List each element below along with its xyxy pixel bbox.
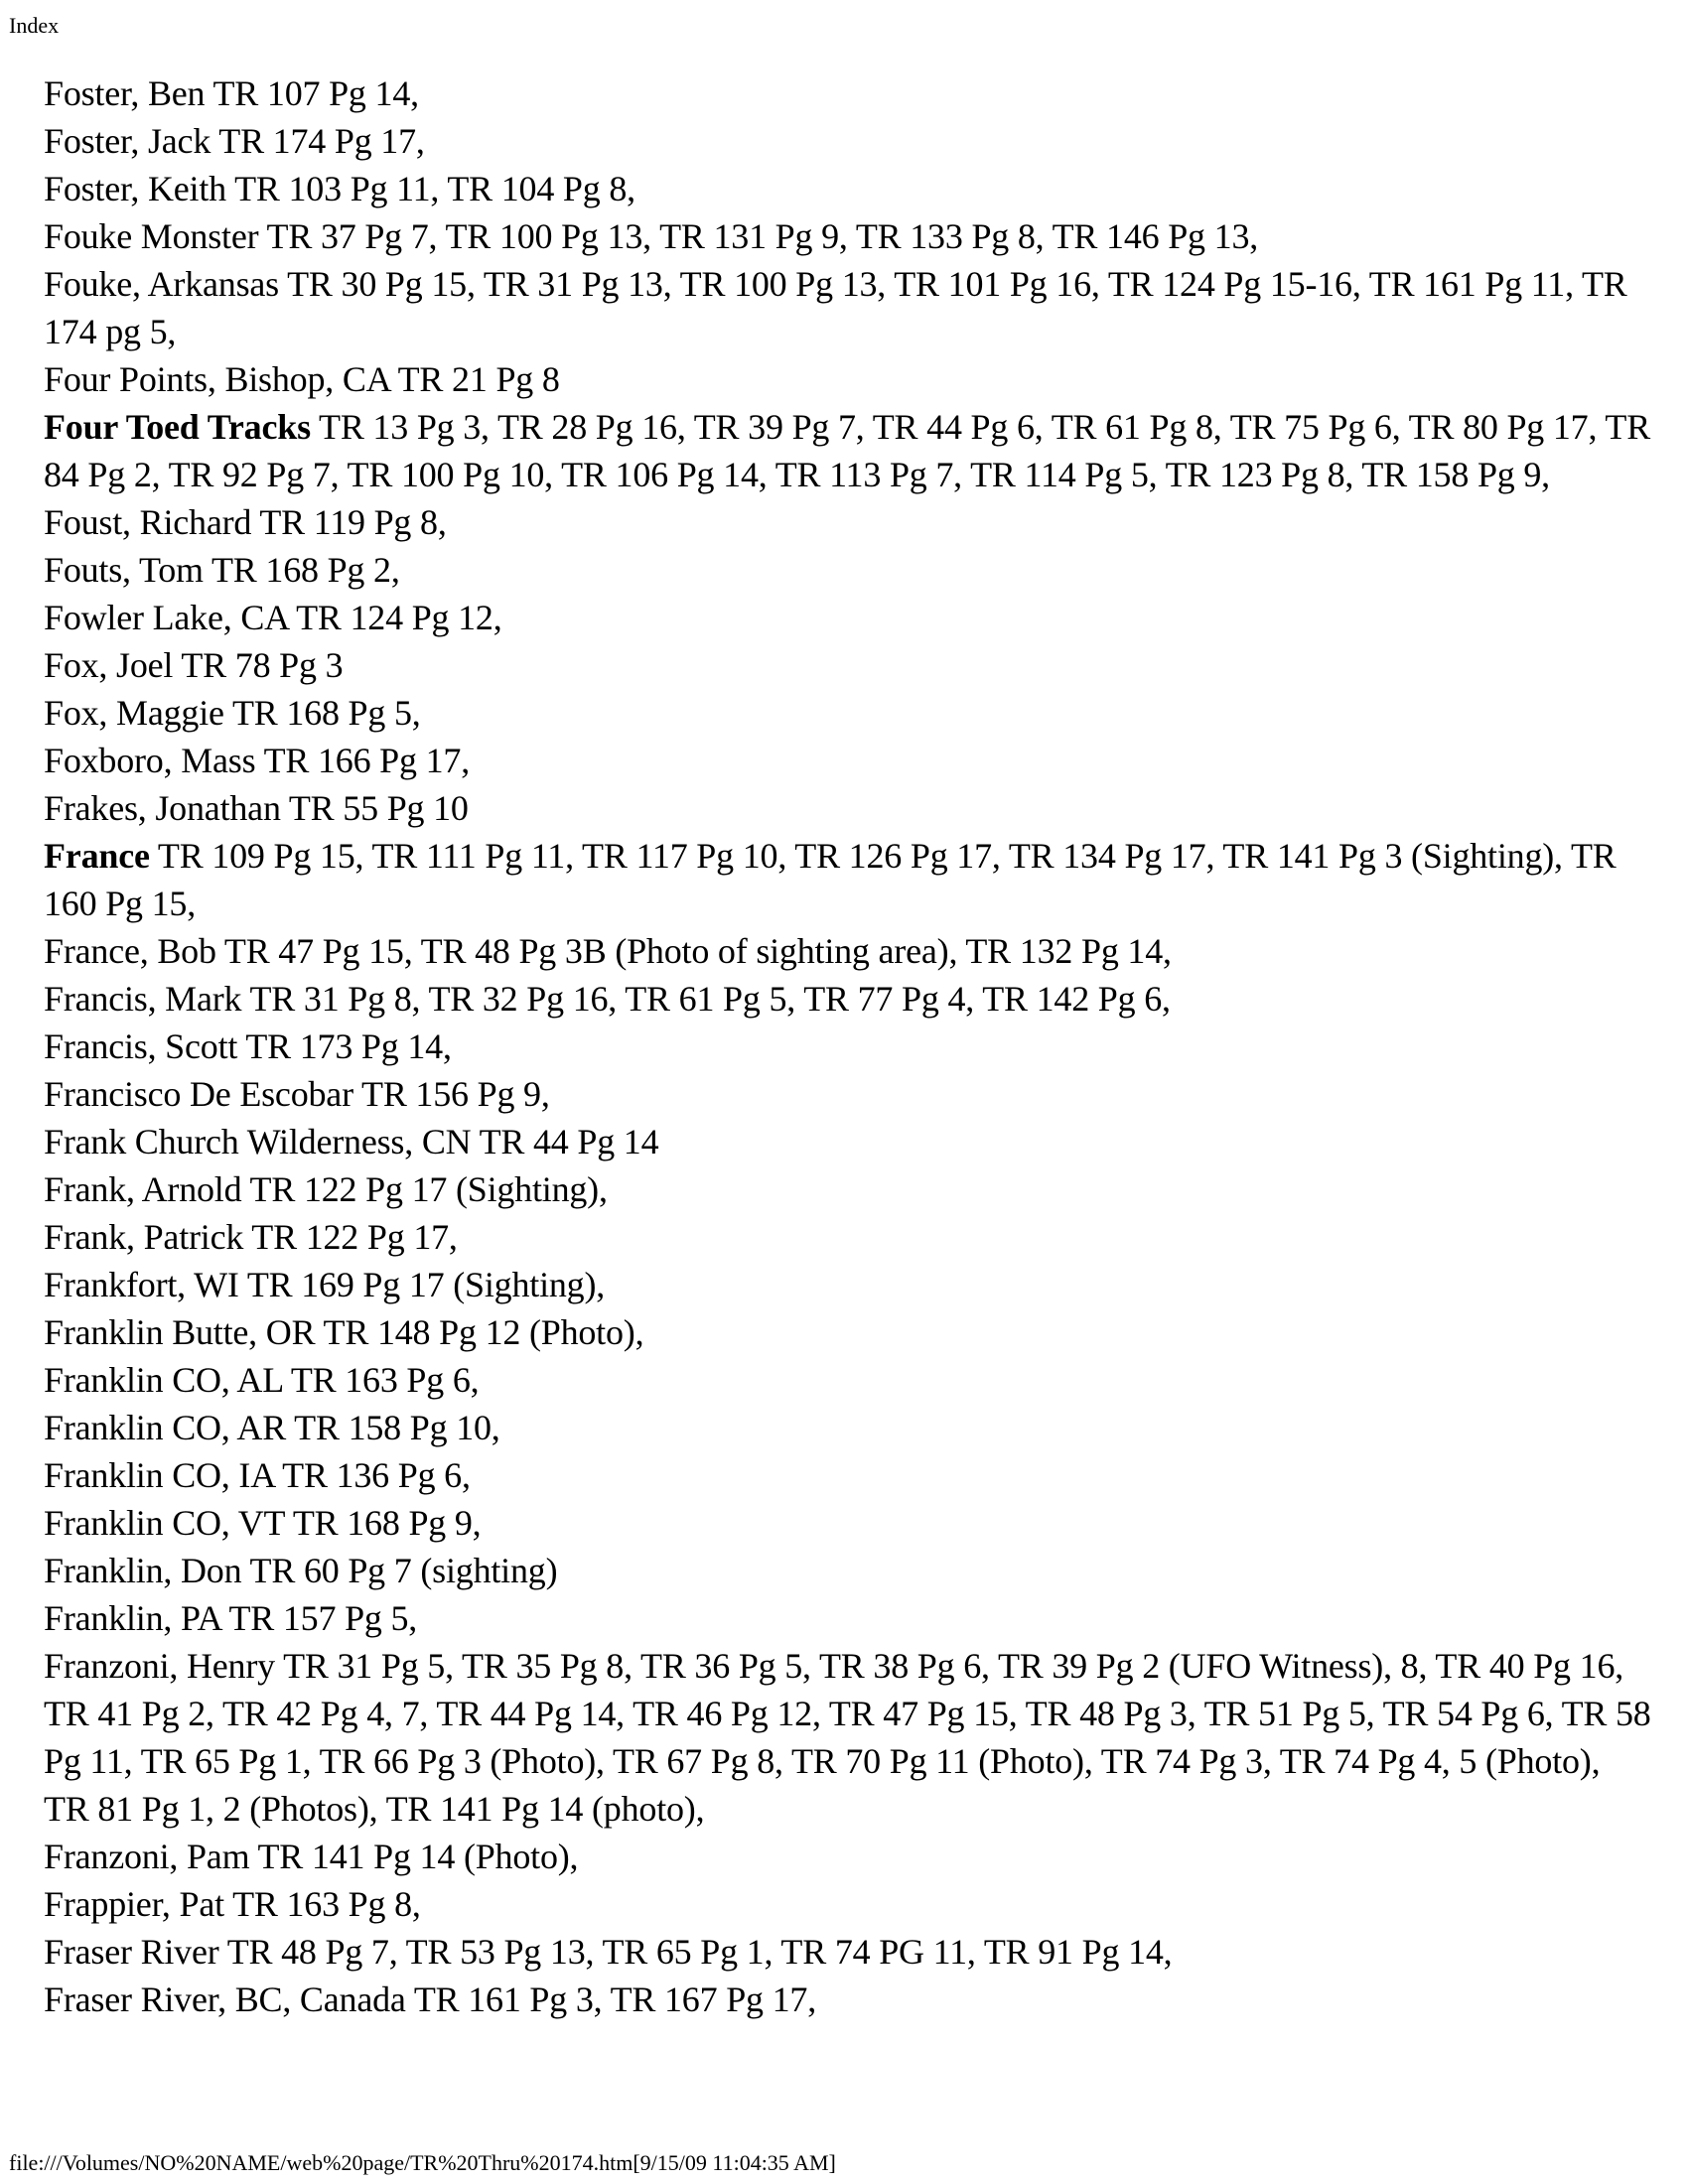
index-entry <box>44 1070 1652 1118</box>
index-entry <box>44 1404 1652 1451</box>
index-entry <box>44 1594 1652 1642</box>
index-entry <box>44 1356 1652 1404</box>
index-entry-text: Franklin CO, VT TR 168 Pg 9, <box>44 1503 482 1543</box>
index-entry <box>44 1833 1652 1880</box>
index-entry <box>44 1928 1652 1976</box>
index-entry <box>44 546 1652 594</box>
index-entry-text: Frappier, Pat TR 163 Pg 8, <box>44 1884 421 1924</box>
index-entry <box>44 689 1652 737</box>
index-entry <box>44 355 1652 403</box>
index-entry-text: Franzoni, Pam TR 141 Pg 14 (Photo), <box>44 1837 579 1876</box>
index-entry <box>44 260 1652 355</box>
index-entry <box>44 737 1652 784</box>
index-entry <box>44 1499 1652 1547</box>
index-entry-text: Fraser River TR 48 Pg 7, TR 53 Pg 13, TR 65 Pg 1, TR 74 PG 11, TR 91 Pg 14, <box>44 1932 1173 1972</box>
index-entry-text: Foxboro, Mass TR 166 Pg 17, <box>44 741 470 780</box>
index-entry-list <box>44 69 1652 2023</box>
index-entry-text: Foster, Jack TR 174 Pg 17, <box>44 121 425 161</box>
index-entry <box>44 165 1652 212</box>
index-entry-text: Four Points, Bishop, CA TR 21 Pg 8 <box>44 359 560 399</box>
index-entry-text: TR 109 Pg 15, TR 111 Pg 11, TR 117 Pg 10, TR 126 Pg 17, TR 134 Pg 17, TR 141 Pg 3 (Sighting), TR 160 Pg 15, <box>44 836 1617 923</box>
index-entry-text: Franklin CO, AL TR 163 Pg 6, <box>44 1360 480 1400</box>
index-entry-text: Francisco De Escobar TR 156 Pg 9, <box>44 1074 550 1114</box>
index-entry-text: Fouke Monster TR 37 Pg 7, TR 100 Pg 13, TR 131 Pg 9, TR 133 Pg 8, TR 146 Pg 13, <box>44 216 1259 256</box>
index-entry <box>44 1165 1652 1213</box>
index-entry-text: France, Bob TR 47 Pg 15, TR 48 Pg 3B (Photo of sighting area), TR 132 Pg 14, <box>44 931 1172 971</box>
index-entry <box>44 1213 1652 1261</box>
index-entry <box>44 1880 1652 1928</box>
index-entry-text: Francis, Mark TR 31 Pg 8, TR 32 Pg 16, TR 61 Pg 5, TR 77 Pg 4, TR 142 Pg 6, <box>44 979 1171 1019</box>
index-entry-text: Francis, Scott TR 173 Pg 14, <box>44 1026 452 1066</box>
index-entry <box>44 1261 1652 1308</box>
index-entry-text: Franklin Butte, OR TR 148 Pg 12 (Photo), <box>44 1312 644 1352</box>
index-entry-text: Fowler Lake, CA TR 124 Pg 12, <box>44 598 502 637</box>
index-entry <box>44 1547 1652 1594</box>
index-entry <box>44 69 1652 117</box>
index-entry-text: Fraser River, BC, Canada TR 161 Pg 3, TR 167 Pg 17, <box>44 1979 817 2019</box>
index-entry-text: Franzoni, Henry TR 31 Pg 5, TR 35 Pg 8, TR 36 Pg 5, TR 38 Pg 6, TR 39 Pg 2 (UFO Witness), 8, TR 40 Pg 16, TR 41 Pg 2, TR 42 Pg 4, 7, TR 44 Pg 14, TR 46 Pg 12, TR 47 Pg 15, TR 48 Pg 3, TR 51 Pg 5, TR 54 Pg 6, TR 58 Pg 11, TR 65 Pg 1, TR 66 Pg 3 (Photo), TR 67 Pg 8, TR 70 Pg 11 (Photo), TR 74 Pg 3, TR 74 Pg 4, 5 (Photo), TR 81 Pg 1, 2 (Photos), TR 141 Pg 14 (photo), <box>44 1646 1651 1829</box>
index-entry-text: Frank, Arnold TR 122 Pg 17 (Sighting), <box>44 1169 608 1209</box>
index-entry <box>44 975 1652 1023</box>
index-entry-text: Franklin, Don TR 60 Pg 7 (sighting) <box>44 1551 558 1590</box>
index-entry-text: Franklin CO, AR TR 158 Pg 10, <box>44 1408 500 1447</box>
index-entry <box>44 784 1652 832</box>
page-footer-url: file:///Volumes/NO%20NAME/web%20page/TR%20Thru%20174.htm[9/15/09 11:04:35 AM] <box>9 2150 836 2175</box>
index-entry <box>44 1976 1652 2023</box>
index-entry-text: Frank, Patrick TR 122 Pg 17, <box>44 1217 458 1257</box>
index-entry-text: Frankfort, WI TR 169 Pg 17 (Sighting), <box>44 1265 606 1304</box>
index-entry-text: Foster, Ben TR 107 Pg 14, <box>44 73 419 113</box>
index-entry-text: Foust, Richard TR 119 Pg 8, <box>44 502 447 542</box>
index-entry-text: Frank Church Wilderness, CN TR 44 Pg 14 <box>44 1122 659 1161</box>
index-entry <box>44 1642 1652 1833</box>
index-entry-text: Franklin, PA TR 157 Pg 5, <box>44 1598 418 1638</box>
index-entry-text: Fox, Maggie TR 168 Pg 5, <box>44 693 421 733</box>
index-entry-text: TR 13 Pg 3, TR 28 Pg 16, TR 39 Pg 7, TR 44 Pg 6, TR 61 Pg 8, TR 75 Pg 6, TR 80 Pg 17, TR 84 Pg 2, TR 92 Pg 7, TR 100 Pg 10, TR 106 Pg 14, TR 113 Pg 7, TR 114 Pg 5, TR 123 Pg 8, TR 158 Pg 9, <box>44 407 1651 494</box>
index-entry <box>44 403 1652 498</box>
index-entry <box>44 117 1652 165</box>
index-entry-text: Frakes, Jonathan TR 55 Pg 10 <box>44 788 469 828</box>
index-entry-text: Fox, Joel TR 78 Pg 3 <box>44 645 344 685</box>
index-entry <box>44 594 1652 641</box>
index-entry-text: Fouke, Arkansas TR 30 Pg 15, TR 31 Pg 13, TR 100 Pg 13, TR 101 Pg 16, TR 124 Pg 15-16, TR 161 Pg 11, TR 174 pg 5, <box>44 264 1627 351</box>
page-header-title: Index <box>9 13 60 38</box>
index-entry-text: Foster, Keith TR 103 Pg 11, TR 104 Pg 8, <box>44 169 635 208</box>
index-entry-text: Franklin CO, IA TR 136 Pg 6, <box>44 1455 471 1495</box>
index-entry <box>44 212 1652 260</box>
index-entry <box>44 832 1652 927</box>
index-entry <box>44 927 1652 975</box>
index-entry <box>44 641 1652 689</box>
index-entry <box>44 1118 1652 1165</box>
index-entry <box>44 498 1652 546</box>
index-entry <box>44 1451 1652 1499</box>
index-entry <box>44 1023 1652 1070</box>
index-entry <box>44 1308 1652 1356</box>
index-entry-text: Fouts, Tom TR 168 Pg 2, <box>44 550 400 590</box>
index-entry-bold-term: Four Toed Tracks <box>44 407 311 447</box>
index-entry-bold-term: France <box>44 836 150 876</box>
